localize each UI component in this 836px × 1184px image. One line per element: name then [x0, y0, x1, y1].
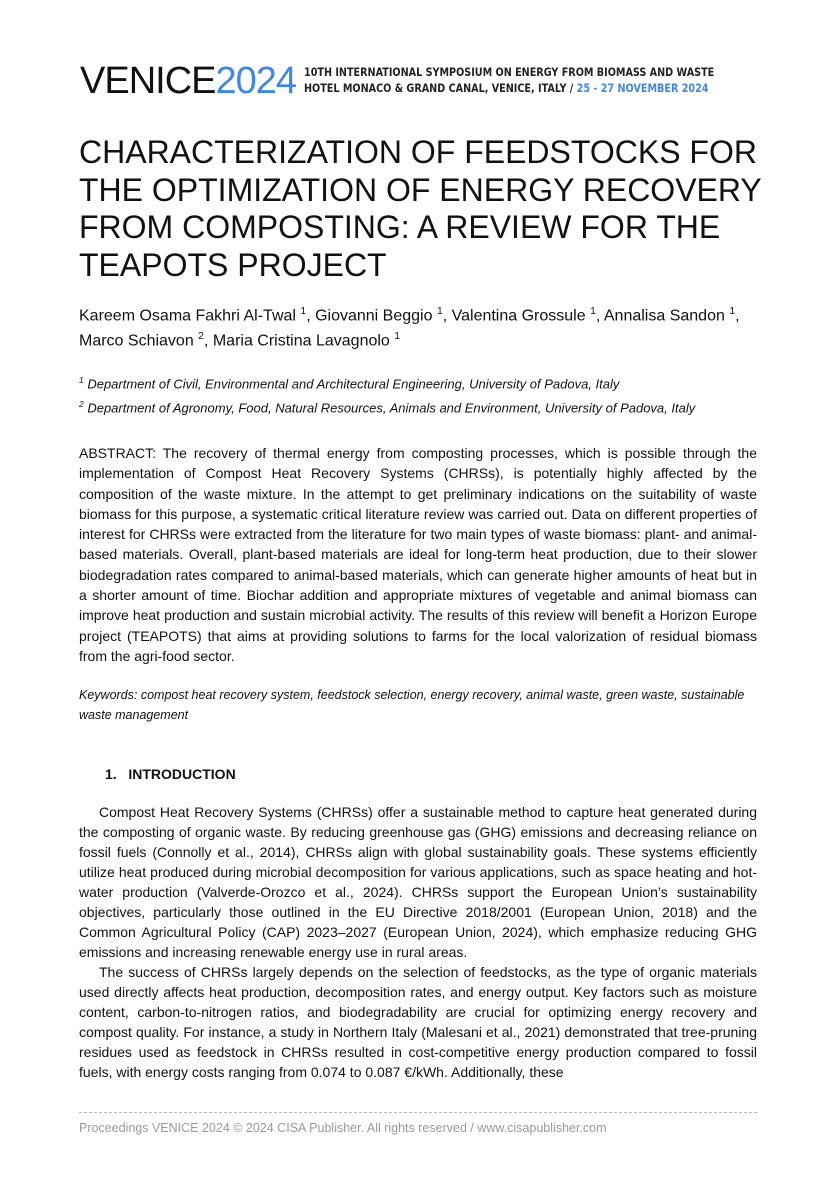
conference-dates: 25 - 27 NOVEMBER 2024 [576, 82, 709, 95]
conference-info [304, 65, 714, 97]
paragraph: The success of CHRSs largely depends on the selection of feedstocks, as the type of organic materials used directly affects heat production, decomposition rates, and energy output. Key factors such as moisture content, carbon-to-nitrogen ratios, and biodegradability are crucial for optimizing energy recovery and compost quality. For instance, a study in Northern Italy (Malesani et al., 2021) demonstrated that tree-pruning residues used as feedstock in CHRSs resulted in cost-competitive energy production compared to fossil fuels, with energy costs ranging from 0.074 to 0.087 €/kWh. Additionally, these [79, 964, 757, 1080]
page-footer: Proceedings VENICE 2024 © 2024 CISA Publisher. All rights reserved / www.cisapublisher.com [79, 1112, 757, 1135]
conference-venue: HOTEL MONACO & GRAND CANAL, VENICE, ITALY / 25 - 27 NOVEMBER 2024 [304, 82, 709, 95]
abstract: ABSTRACT: The recovery of thermal energy from composting processes, which is possible through the implementation of Compost Heat Recovery Systems (CHRSs), is potentially highly affected by the composition of the waste mixture. In the attempt to get preliminary indications on the suitability of waste biomass for this purpose, a systematic critical literature review was carried out. Data on different properties of interest for CHRSs were extracted from the literature for two main types of waste biomass: plant- and animal-based materials. Overall, plant-based materials are ideal for long-term heat production, due to their slower biodegradation rates compared to animal-based materials, which can generate higher amounts of heat but in a shorter amount of time. Biochar addition and appropriate mixtures of vegetable and animal biomass can improve heat production and sustain microbial activity. The results of this review will benefit a Horizon Europe project (TEAPOTS) that aims at providing solutions to farms for the local valorization of residual biomass from the agri-food sector. [79, 445, 757, 664]
section-heading: 1. INTRODUCTION [105, 766, 236, 782]
author: Marco Schiavon [79, 332, 194, 350]
affiliation: $^1$ Department of Civil, Environmental and Architectural Engineering, University of Padova, Italy [79, 375, 620, 392]
affiliations [79, 370, 779, 419]
introduction-body [79, 802, 757, 1082]
author: Annalisa Sandon [603, 307, 725, 325]
venice-2024-logo: VENICE2024 [80, 60, 297, 102]
paper-title: CHARACTERIZATION OF FEEDSTOCKS FOR THE OPTIMIZATION OF ENERGY RECOVERY FROM COMPOSTING: A REVIEW FOR THE TEAPOTS PROJECT [79, 134, 762, 283]
author: Maria Cristina Lavagnolo [212, 332, 390, 350]
author: Kareem Osama Fakhri Al-Twal [79, 307, 296, 325]
conference-header [80, 62, 781, 100]
author: Valentina Grossule [451, 307, 586, 325]
conference-name: 10TH INTERNATIONAL SYMPOSIUM ON ENERGY FROM BIOMASS AND WASTE [304, 66, 715, 79]
author: Giovanni Beggio [315, 307, 433, 325]
keywords: Keywords: compost heat recovery system, feedstock selection, energy recovery, animal waste, green waste, sustainable waste management [79, 688, 745, 722]
affiliation: $^2$ Department of Agronomy, Food, Natural Resources, Animals and Environment, University of Padova, Italy [79, 399, 696, 416]
paragraph: Compost Heat Recovery Systems (CHRSs) offer a sustainable method to capture heat generated during the composting of organic waste. By reducing greenhouse gas (GHG) emissions and decreasing reliance on fossil fuels (Connolly et al., 2014), CHRSs align with global sustainability goals. These systems efficiently utilize heat produced during microbial decomposition for various applications, such as space heating and hot-water production (Valverde-Orozco et al., 2024). CHRSs support the European Union’s sustainability objectives, particularly those outlined in the EU Directive 2018/2001 (European Union, 2018) and the Common Agricultural Policy (CAP) 2023–2027 (European Union, 2024), which emphasize reducing GHG emissions and increasing renewable energy use in rural areas. [79, 804, 757, 960]
author-list: Kareem Osama Fakhri Al-Twal $^1$, Giovanni Beggio $^1$, Valentina Grossule $^1$, Annalisa Sandon $^1$, Marco Schiavon $^2$, Maria Cristina Lavagnolo $^1$ [79, 306, 740, 350]
